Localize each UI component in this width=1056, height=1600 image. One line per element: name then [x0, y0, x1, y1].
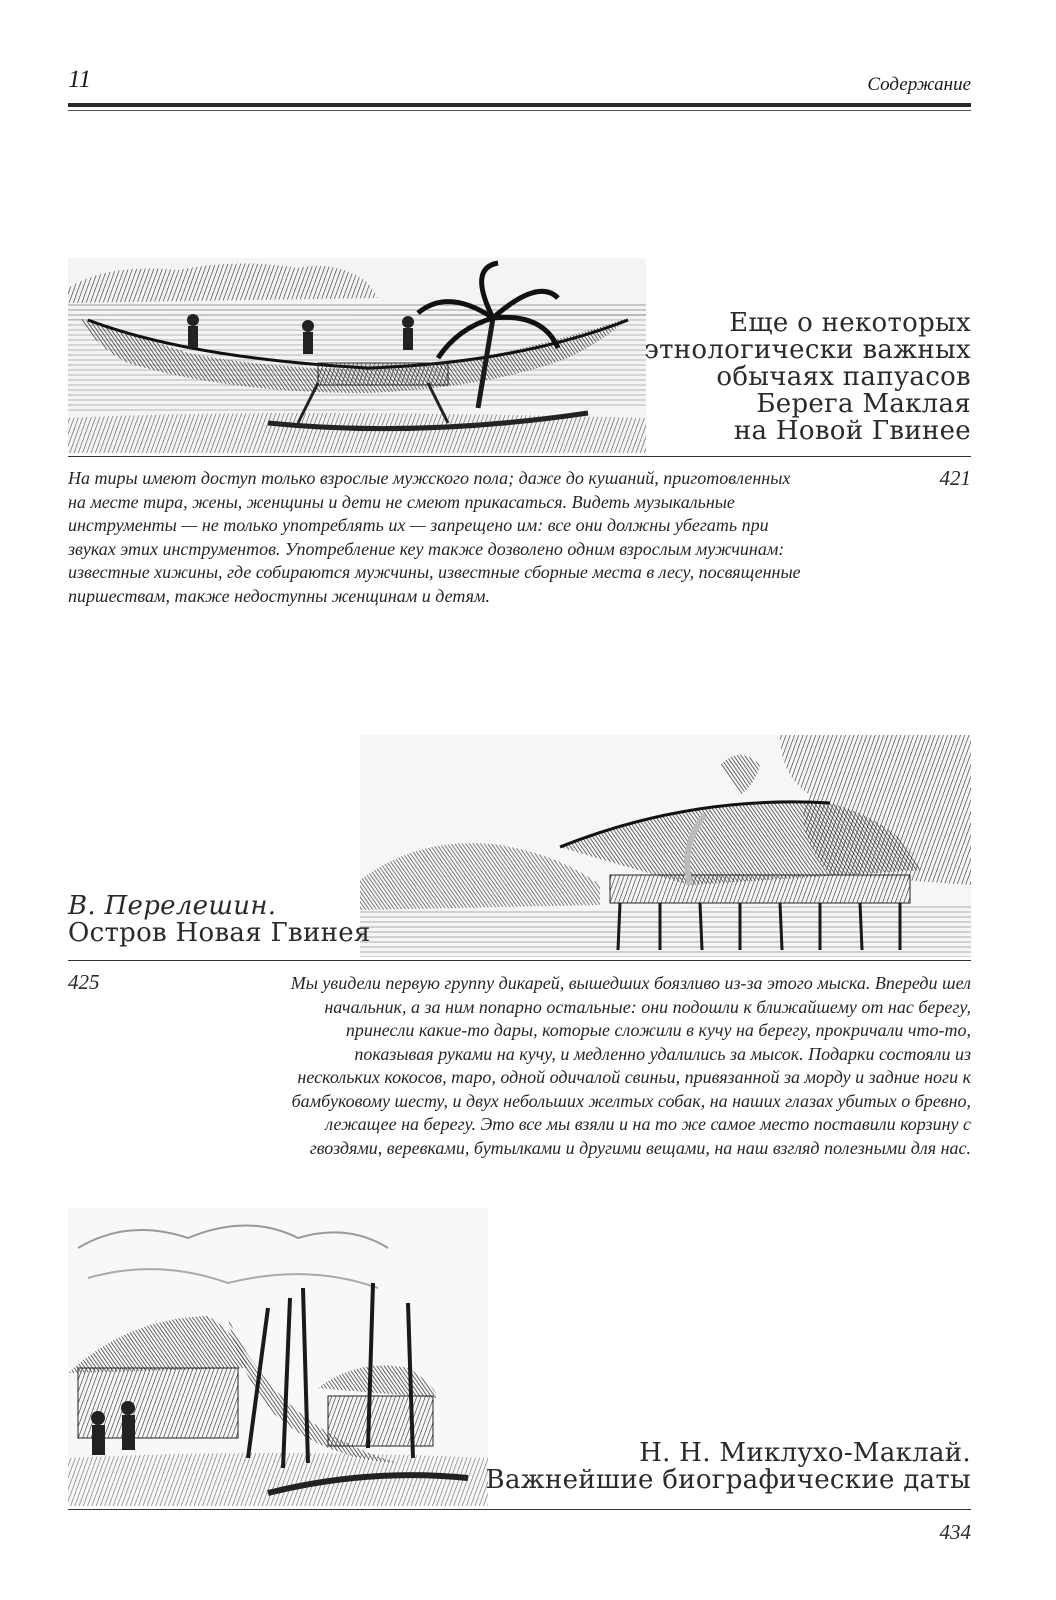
header-rule [68, 103, 971, 107]
entry-2-rule [68, 960, 971, 961]
running-title: Содержание [867, 74, 971, 95]
folio-number: 11 [68, 66, 92, 93]
entry-1-title-line: Берега Маклая [756, 389, 971, 419]
header-rule-thin [68, 110, 971, 111]
stilt-house-engraving [360, 735, 971, 957]
entry-3-title [486, 1440, 971, 1494]
entry-2-excerpt: Мы увидели первую группу дикарей, вышедших боязливо из-за этого мыска. Впереди шел начальник, а за ним попарно остальные: они подошли к ближайшему от нас берегу, принесли какие-то дары, которые сложили в кучу на берегу, прокричали что-то, показывая руками на кучу, и медленно удалились за мысок. Подарки состояли из нескольких кокосов, таро, одной одичалой свиньи, привязанной за морду и задние ноги к бамбуковому шесту, и двух небольших желтых собак, на наших глазах убитых о бревно, лежащее на берегу. Это все мы взяли и на то же самое место поставили корзину с гвоздями, веревками, бутылками и другими вещами, на наш взгляд полезными для нас. [290, 973, 971, 1158]
entry-3-title-line: Н. Н. Миклухо-Маклай. [639, 1438, 971, 1468]
entry-1-title-line: на Новой Гвинее [733, 416, 971, 446]
entry-3-rule [68, 1509, 971, 1510]
entry-1-rule [68, 456, 971, 457]
entry-3-page-number[interactable]: 434 [939, 1520, 971, 1544]
entry-1-title [644, 310, 971, 445]
entry-2-title [68, 893, 371, 947]
entry-2-page-number[interactable]: 425 [68, 970, 100, 994]
village-engraving [68, 1208, 488, 1506]
entry-1-excerpt: На тиры имеют доступ только взрослые мужского пола; даже до кушаний, приготовленных на месте тира, жены, женщины и дети не смеют прикасаться. Видеть музыкальные инструменты — не только употреблять их — запрещено им: все они должны убегать при звуках этих инструментов. Употребление кеу также дозволено одним взрослым мужчинам: известные хижины, где собираются мужчины, известные сборные места в лесу, посвященные пиршествам, также недоступны женщинам и детям. [68, 468, 801, 606]
canoe-engraving [68, 258, 646, 453]
entry-3-title-line: Важнейшие биографические даты [485, 1465, 971, 1495]
entry-1-title-line: этнологически важных [644, 335, 971, 365]
entry-1-title-line: Еще о некоторых [729, 308, 971, 338]
entry-1-title-line: обычаях папуасов [716, 362, 971, 392]
entry-2-title-line: Остров Новая Гвинея [68, 918, 371, 948]
entry-1-page-number[interactable]: 421 [939, 466, 971, 490]
entry-2-author: В. Перелешин. [68, 891, 277, 921]
